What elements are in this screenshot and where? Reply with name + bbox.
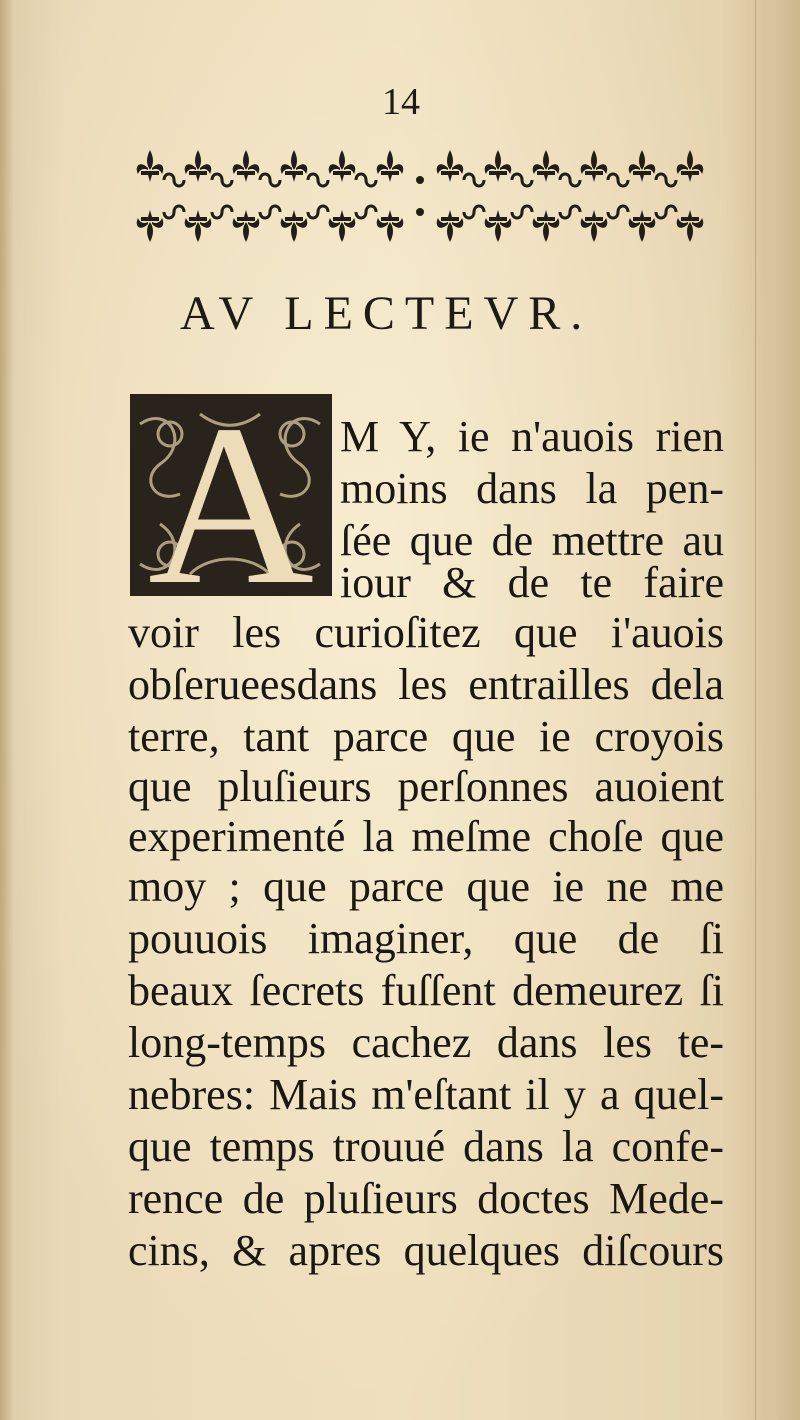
text-line: nebres: Mais m'eſtant il y a quel- [128, 1070, 724, 1119]
page-gutter-shadow [0, 0, 14, 1420]
page-number: 14 [382, 81, 420, 123]
text-line: pouuois imaginer, que de ſi [128, 914, 724, 963]
initial-letter: A [147, 377, 315, 632]
text-line: iour & de te faire [340, 558, 724, 607]
decorated-initial [130, 377, 332, 632]
text-line: M Y, ie n'auois rien [340, 412, 724, 461]
text-line: moins dans la pen- [340, 464, 724, 513]
text-line: que temps trouué dans la confe- [128, 1122, 724, 1171]
text-line: ſée que de mettre au [340, 516, 724, 565]
text-line: long-temps cachez dans les te- [128, 1018, 724, 1067]
page-edge-right [755, 0, 800, 1420]
text-line: moy ; que parce que ie ne me [128, 862, 724, 911]
text-line: voir les curioſitez que i'auois [128, 608, 724, 657]
text-line: beaux ſecrets fuſſent demeurez ſi [128, 966, 724, 1015]
text-line: que pluſieurs perſonnes auoient [128, 762, 724, 811]
text-line: obſerueesdans les entrailles dela [128, 660, 724, 709]
text-line: rence de pluſieurs doctes Mede- [128, 1174, 724, 1223]
fleuron-ornament-band [120, 138, 720, 242]
text-line: experimenté la meſme choſe que [128, 812, 724, 861]
text-line: terre, tant parce que ie croyois [128, 712, 724, 761]
section-heading: AV LECTEVR. [180, 287, 593, 340]
text-line: cins, & apres quelques diſcours [128, 1226, 724, 1275]
